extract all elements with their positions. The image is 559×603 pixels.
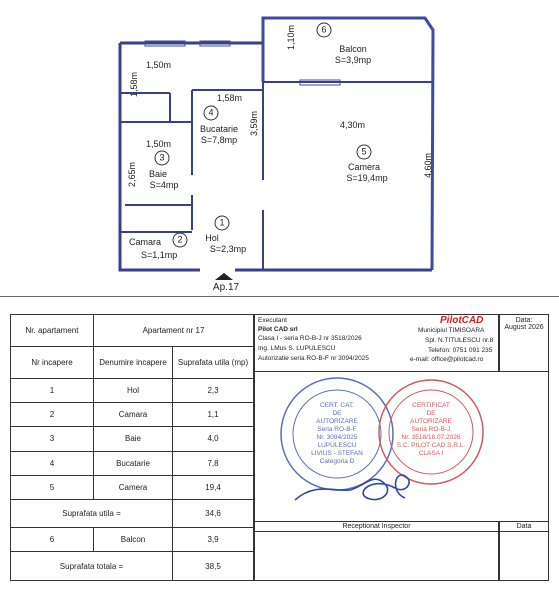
- cell-area: 4,0: [173, 427, 254, 451]
- stamp-left-text: [297, 402, 377, 466]
- stamp-line: Categoria D: [319, 458, 355, 465]
- city: Municipiul TIMISOARA: [418, 327, 485, 334]
- table-row: [11, 427, 254, 451]
- cell-name: Balcon: [94, 527, 173, 551]
- reception-date-label: Data: [500, 522, 548, 532]
- room-number: 4: [204, 106, 219, 121]
- total-area-label: Suprafata totala =: [11, 552, 173, 581]
- cell-area: 19,4: [173, 476, 254, 500]
- room-number: 2: [173, 233, 188, 248]
- reception-label: Receptionat Inspector: [255, 522, 498, 532]
- cell-nr: 2: [11, 402, 94, 426]
- cell-name: Hol: [94, 378, 173, 402]
- table-row: [11, 500, 254, 528]
- table-row: [11, 552, 254, 581]
- cell-name: Bucatarie: [94, 451, 173, 475]
- separator-line: [0, 296, 559, 297]
- phone: Telefon: 0751 091 235: [428, 347, 493, 354]
- dimension-label: 4,60m: [423, 152, 433, 178]
- useful-area-label: Suprafata utila =: [11, 500, 173, 528]
- table-row: [11, 378, 254, 402]
- room-name: Camera: [347, 162, 381, 172]
- room-name: Bucatarie: [199, 124, 239, 134]
- company-name: Pilot CAD srl: [258, 326, 298, 333]
- cell-nr: 6: [11, 527, 94, 551]
- stamp-line: S.C. PILOT CAD S.R.L.: [396, 442, 466, 449]
- reception-date-box: [499, 522, 549, 581]
- total-area-value: 38,5: [173, 552, 254, 581]
- room-name: Baie: [148, 169, 168, 179]
- room-number: 1: [215, 216, 230, 231]
- table-row: [11, 315, 254, 347]
- cell-area: 2,3: [173, 378, 254, 402]
- stamp-area: [254, 372, 549, 522]
- room-area: S=3,9mp: [334, 55, 372, 65]
- executant-box: [254, 314, 499, 372]
- apartment-name: Apartament nr 17: [94, 315, 254, 347]
- stamp-line: Seria RO-B-F: [317, 426, 357, 433]
- class-line: Clasa I - seria RO-B-J nr 3518/2026: [258, 335, 362, 342]
- stamp-right-text: [389, 402, 473, 458]
- cell-nr: 5: [11, 476, 94, 500]
- room-number: 3: [155, 151, 170, 166]
- room-area: S=2,3mp: [209, 244, 247, 254]
- stamp-line: DE: [426, 410, 436, 417]
- cell-area: 7,8: [173, 451, 254, 475]
- dimension-label: 1,58m: [217, 93, 243, 103]
- room-area: S=1,1mp: [141, 250, 178, 260]
- reception-box: [254, 522, 499, 581]
- table-row: [11, 402, 254, 426]
- dimension-label: 1,10m: [286, 24, 296, 50]
- room-name: Camara: [129, 237, 162, 247]
- stamp-line: Nr. 3094/2025: [316, 434, 358, 441]
- stamp-line: AUTORIZARE: [410, 418, 452, 425]
- dimension-label: 4,30m: [340, 120, 366, 130]
- dimension-label: 2,65m: [127, 161, 137, 187]
- stamp-line: LUPULESCU: [317, 442, 357, 449]
- stamp-line: Seria RO-B-J: [411, 426, 451, 433]
- useful-area-value: 34,6: [173, 500, 254, 528]
- room-name: Hol: [205, 233, 219, 243]
- cell-area: 3,9: [173, 527, 254, 551]
- room-name: Balcon: [339, 44, 367, 54]
- executant-title: Executant: [258, 317, 287, 324]
- dimension-label: 3,59m: [249, 110, 259, 136]
- stamp-line: CERTIFICAT: [412, 402, 450, 409]
- table-row: [11, 451, 254, 475]
- header-name: Denumire incapere: [94, 346, 173, 378]
- table-row: [11, 527, 254, 551]
- table-header-row: [11, 346, 254, 378]
- table-row: [11, 476, 254, 500]
- date-box: [499, 314, 549, 372]
- cell-nr: 1: [11, 378, 94, 402]
- authorization-line: Autorizatie seria RO-B-F nr 3094/2025: [258, 355, 369, 362]
- address: Spl. N.TITULESCU nr.8: [425, 337, 494, 344]
- rooms-table: [10, 314, 254, 581]
- label-apartment: Nr. apartament: [11, 315, 94, 347]
- pilotcad-logo: PilotCAD: [440, 315, 484, 326]
- dimension-label: 1,58m: [129, 71, 139, 97]
- engineer-name: Ing. LMus S. LUPULESCU: [258, 345, 336, 352]
- room-number: 6: [317, 23, 332, 38]
- cell-area: 1,1: [173, 402, 254, 426]
- floor-plan: [0, 0, 559, 295]
- cell-name: Camera: [94, 476, 173, 500]
- date-value: August 2026: [504, 324, 544, 331]
- header-nr: Nr incapere: [11, 346, 94, 378]
- stamp-line: DE: [332, 410, 342, 417]
- stamp-line: LIVIUS - STEFAN: [311, 450, 363, 457]
- stamp-line: AUTORIZARE: [316, 418, 358, 425]
- date-label: Data:: [515, 317, 533, 324]
- cell-nr: 3: [11, 427, 94, 451]
- cell-name: Baie: [94, 427, 173, 451]
- dimension-label: 1,50m: [146, 139, 172, 149]
- room-area: S=4mp: [149, 180, 179, 190]
- cell-nr: 4: [11, 451, 94, 475]
- room-area: S=19,4mp: [346, 173, 388, 183]
- stamp-line: Nr. 3518/18.07.2026: [401, 434, 461, 441]
- room-area: S=7,8mp: [200, 135, 238, 145]
- cell-name: Camara: [94, 402, 173, 426]
- stamp-line: CLASA I: [418, 450, 444, 457]
- dimension-label: 1,50m: [146, 60, 172, 70]
- email: e-mail: office@pilotcad.ro: [410, 356, 484, 363]
- room-number: 5: [357, 145, 372, 160]
- entrance-label: Ap.17: [212, 282, 240, 293]
- stamp-line: CERT. CAT.: [319, 402, 355, 409]
- entrance-arrow: [215, 273, 233, 280]
- header-area: Suprafata utila (mp): [173, 346, 254, 378]
- floor-plan-drawing: [0, 0, 559, 295]
